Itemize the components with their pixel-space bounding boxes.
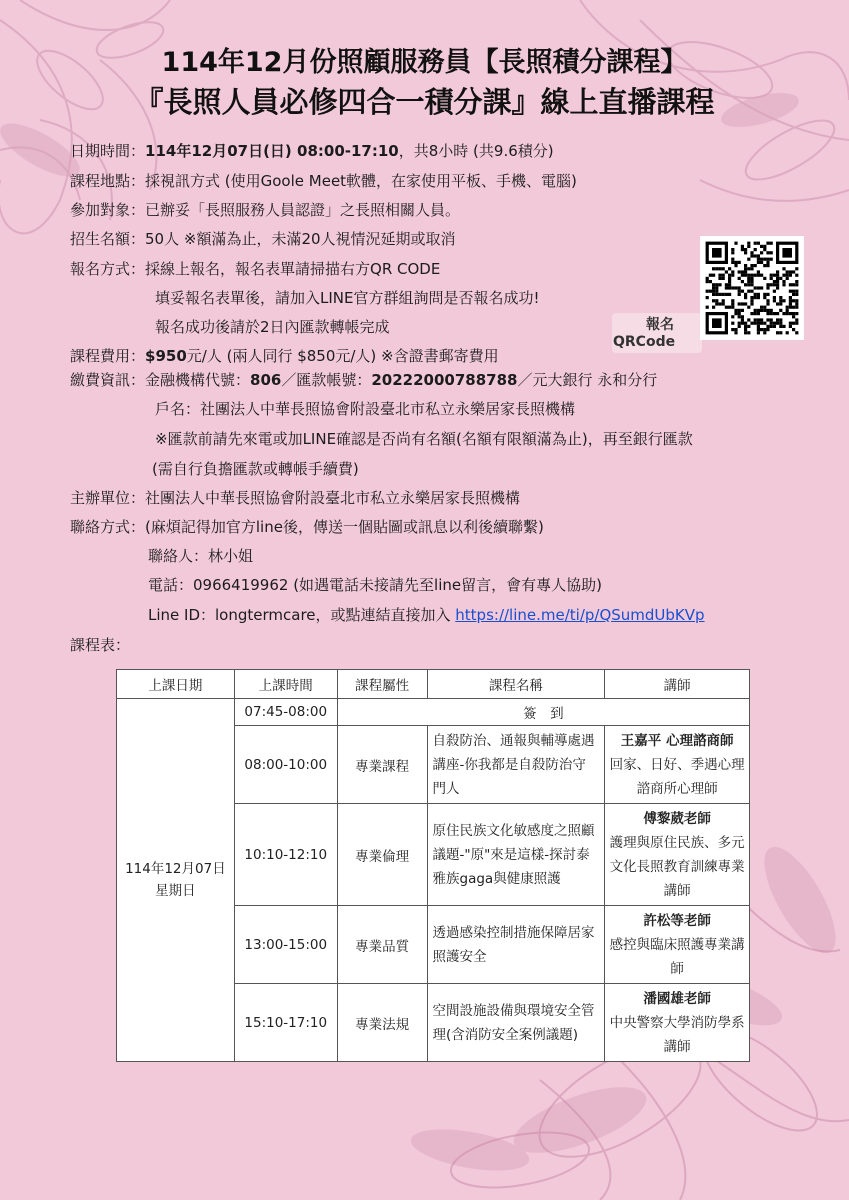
teacher-name: 許松等老師 — [643, 912, 711, 929]
info-contact — [70, 516, 544, 538]
contact-person: 聯絡人：林小姐 — [148, 547, 254, 565]
row-type: 專業法規 — [337, 984, 427, 1062]
fee-value: $950 — [145, 347, 187, 365]
teacher-name: 傅黎葳老師 — [643, 810, 711, 827]
target-label: 參加對象： — [70, 201, 146, 219]
teacher-title: 護理與原住民族、多元文化長照教育訓練專業講師 — [609, 834, 745, 899]
teacher-name: 潘國雄老師 — [643, 990, 711, 1007]
schedule-table — [116, 669, 750, 1062]
bank-code-label: 金融機構代號： — [145, 371, 251, 389]
row-type: 專業倫理 — [337, 804, 427, 906]
header-name: 課程名稱 — [427, 670, 605, 699]
table-header-row — [117, 670, 750, 699]
row-time: 10:10-12:10 — [234, 804, 337, 906]
checkin-label: 簽 到 — [337, 699, 749, 726]
date-label: 日期時間： — [70, 142, 146, 160]
info-payment — [70, 369, 657, 391]
quota-label: 招生名額： — [70, 230, 146, 248]
header-type: 課程屬性 — [337, 670, 427, 699]
bank-code: 806 — [250, 371, 282, 389]
quota-value: 50人 ※額滿為止，未滿20人視情況延期或取消 — [145, 230, 456, 248]
contact-label: 聯絡方式： — [70, 518, 146, 536]
row-teacher — [605, 726, 750, 804]
date-detail: ，共8小時 (共9.6積分) — [398, 142, 554, 160]
teacher-title: 感控與臨床照護專業講師 — [609, 936, 745, 977]
account-label: ／匯款帳號： — [281, 371, 372, 389]
teacher-title: 回家、日好、季遇心理諮商所心理師 — [609, 756, 745, 797]
qr-code-icon — [700, 236, 804, 340]
line-id-text: Line ID：longtermcare，或點連結直接加入 — [148, 606, 456, 624]
organizer-value: 社團法人中華長照協會附設臺北市私立永樂居家長照機構 — [145, 489, 521, 507]
registration-qr-code[interactable] — [700, 236, 804, 340]
page-title-line2: 『長照人員必修四合一積分課』線上直播課程 — [134, 85, 715, 119]
row-teacher — [605, 804, 750, 906]
header-date: 上課日期 — [117, 670, 235, 699]
header-teacher: 講師 — [605, 670, 750, 699]
register-line1: 採線上報名，報名表單請掃描右方QR CODE — [145, 260, 441, 278]
teacher-title: 中央警察大學消防學系講師 — [609, 1014, 745, 1055]
register-line3: 報名成功後請於2日內匯款轉帳完成 — [155, 318, 390, 336]
table-row-checkin — [117, 699, 750, 726]
row-course-name: 空間設施設備與環境安全管理(含消防安全案例議題) — [427, 984, 605, 1062]
info-location — [70, 170, 577, 192]
info-target — [70, 199, 460, 221]
contact-note: (麻煩記得加官方line後，傳送一個貼圖或訊息以利後續聯繫) — [145, 518, 544, 536]
location-value: 採視訊方式 (使用Goole Meet軟體，在家使用平板、手機、電腦) — [145, 172, 577, 190]
row-course-name: 透過感染控制措施保障居家照護安全 — [427, 906, 605, 984]
course-date: 114年12月07日 — [125, 861, 226, 877]
row-type: 專業品質 — [337, 906, 427, 984]
info-register — [70, 258, 440, 280]
contact-line-id — [148, 604, 705, 626]
info-fee — [70, 345, 499, 367]
line-link[interactable]: https://line.me/ti/p/QSumdUbKVp — [455, 606, 705, 624]
course-date-cell — [117, 699, 235, 1062]
info-organizer — [70, 487, 520, 509]
date-value: 114年12月07日(日) 08:00-17:10 — [145, 142, 399, 160]
payment-notice: ※匯款前請先來電或加LINE確認是否尚有名額(名額有限額滿為止)，再至銀行匯款 — [155, 430, 693, 448]
account-number: 20222000788788 — [371, 371, 518, 389]
fee-label: 課程費用： — [70, 347, 146, 365]
page-title-line1: 114年12月份照顧服務員【長照積分課程】 — [161, 47, 688, 78]
qr-caption-line1: 報名 — [646, 317, 674, 333]
qr-caption-line2: QRCode — [613, 334, 676, 350]
organizer-label: 主辦單位： — [70, 489, 146, 507]
row-teacher — [605, 906, 750, 984]
payment-label: 繳費資訊： — [70, 371, 146, 389]
fee-detail: 元/人 (兩人同行 $850元/人) ※含證書郵寄費用 — [186, 347, 499, 365]
row-type: 專業課程 — [337, 726, 427, 804]
contact-phone: 電話：0966419962 (如遇電話未接請先至line留言，會有專人協助) — [148, 576, 602, 594]
payment-account-holder: 戶名：社團法人中華長照協會附設臺北市私立永樂居家長照機構 — [155, 400, 576, 418]
info-quota — [70, 228, 456, 250]
schedule-label: 課程表： — [70, 636, 131, 654]
teacher-name: 王嘉平 心理諮商師 — [620, 732, 734, 749]
location-label: 課程地點： — [70, 172, 146, 190]
row-course-name: 原住民族文化敏感度之照顧議題-"原"來是這樣-探討泰雅族gaga與健康照護 — [427, 804, 605, 906]
bank-name: ／元大銀行 永和分行 — [517, 371, 658, 389]
checkin-time: 07:45-08:00 — [234, 699, 337, 726]
target-value: 已辦妥「長照服務人員認證」之長照相關人員。 — [145, 201, 461, 219]
course-weekday: 星期日 — [155, 883, 196, 899]
row-time: 15:10-17:10 — [234, 984, 337, 1062]
row-course-name: 自殺防治、通報與輔導處遇講座-你我都是自殺防治守門人 — [427, 726, 605, 804]
row-teacher — [605, 984, 750, 1062]
row-time: 08:00-10:00 — [234, 726, 337, 804]
register-label: 報名方式： — [70, 260, 146, 278]
row-time: 13:00-15:00 — [234, 906, 337, 984]
register-line2: 填妥報名表單後，請加入LINE官方群組詢問是否報名成功! — [155, 289, 540, 307]
payment-fee-notice: (需自行負擔匯款或轉帳手續費) — [152, 460, 359, 478]
info-date — [70, 140, 554, 162]
header-time: 上課時間 — [234, 670, 337, 699]
